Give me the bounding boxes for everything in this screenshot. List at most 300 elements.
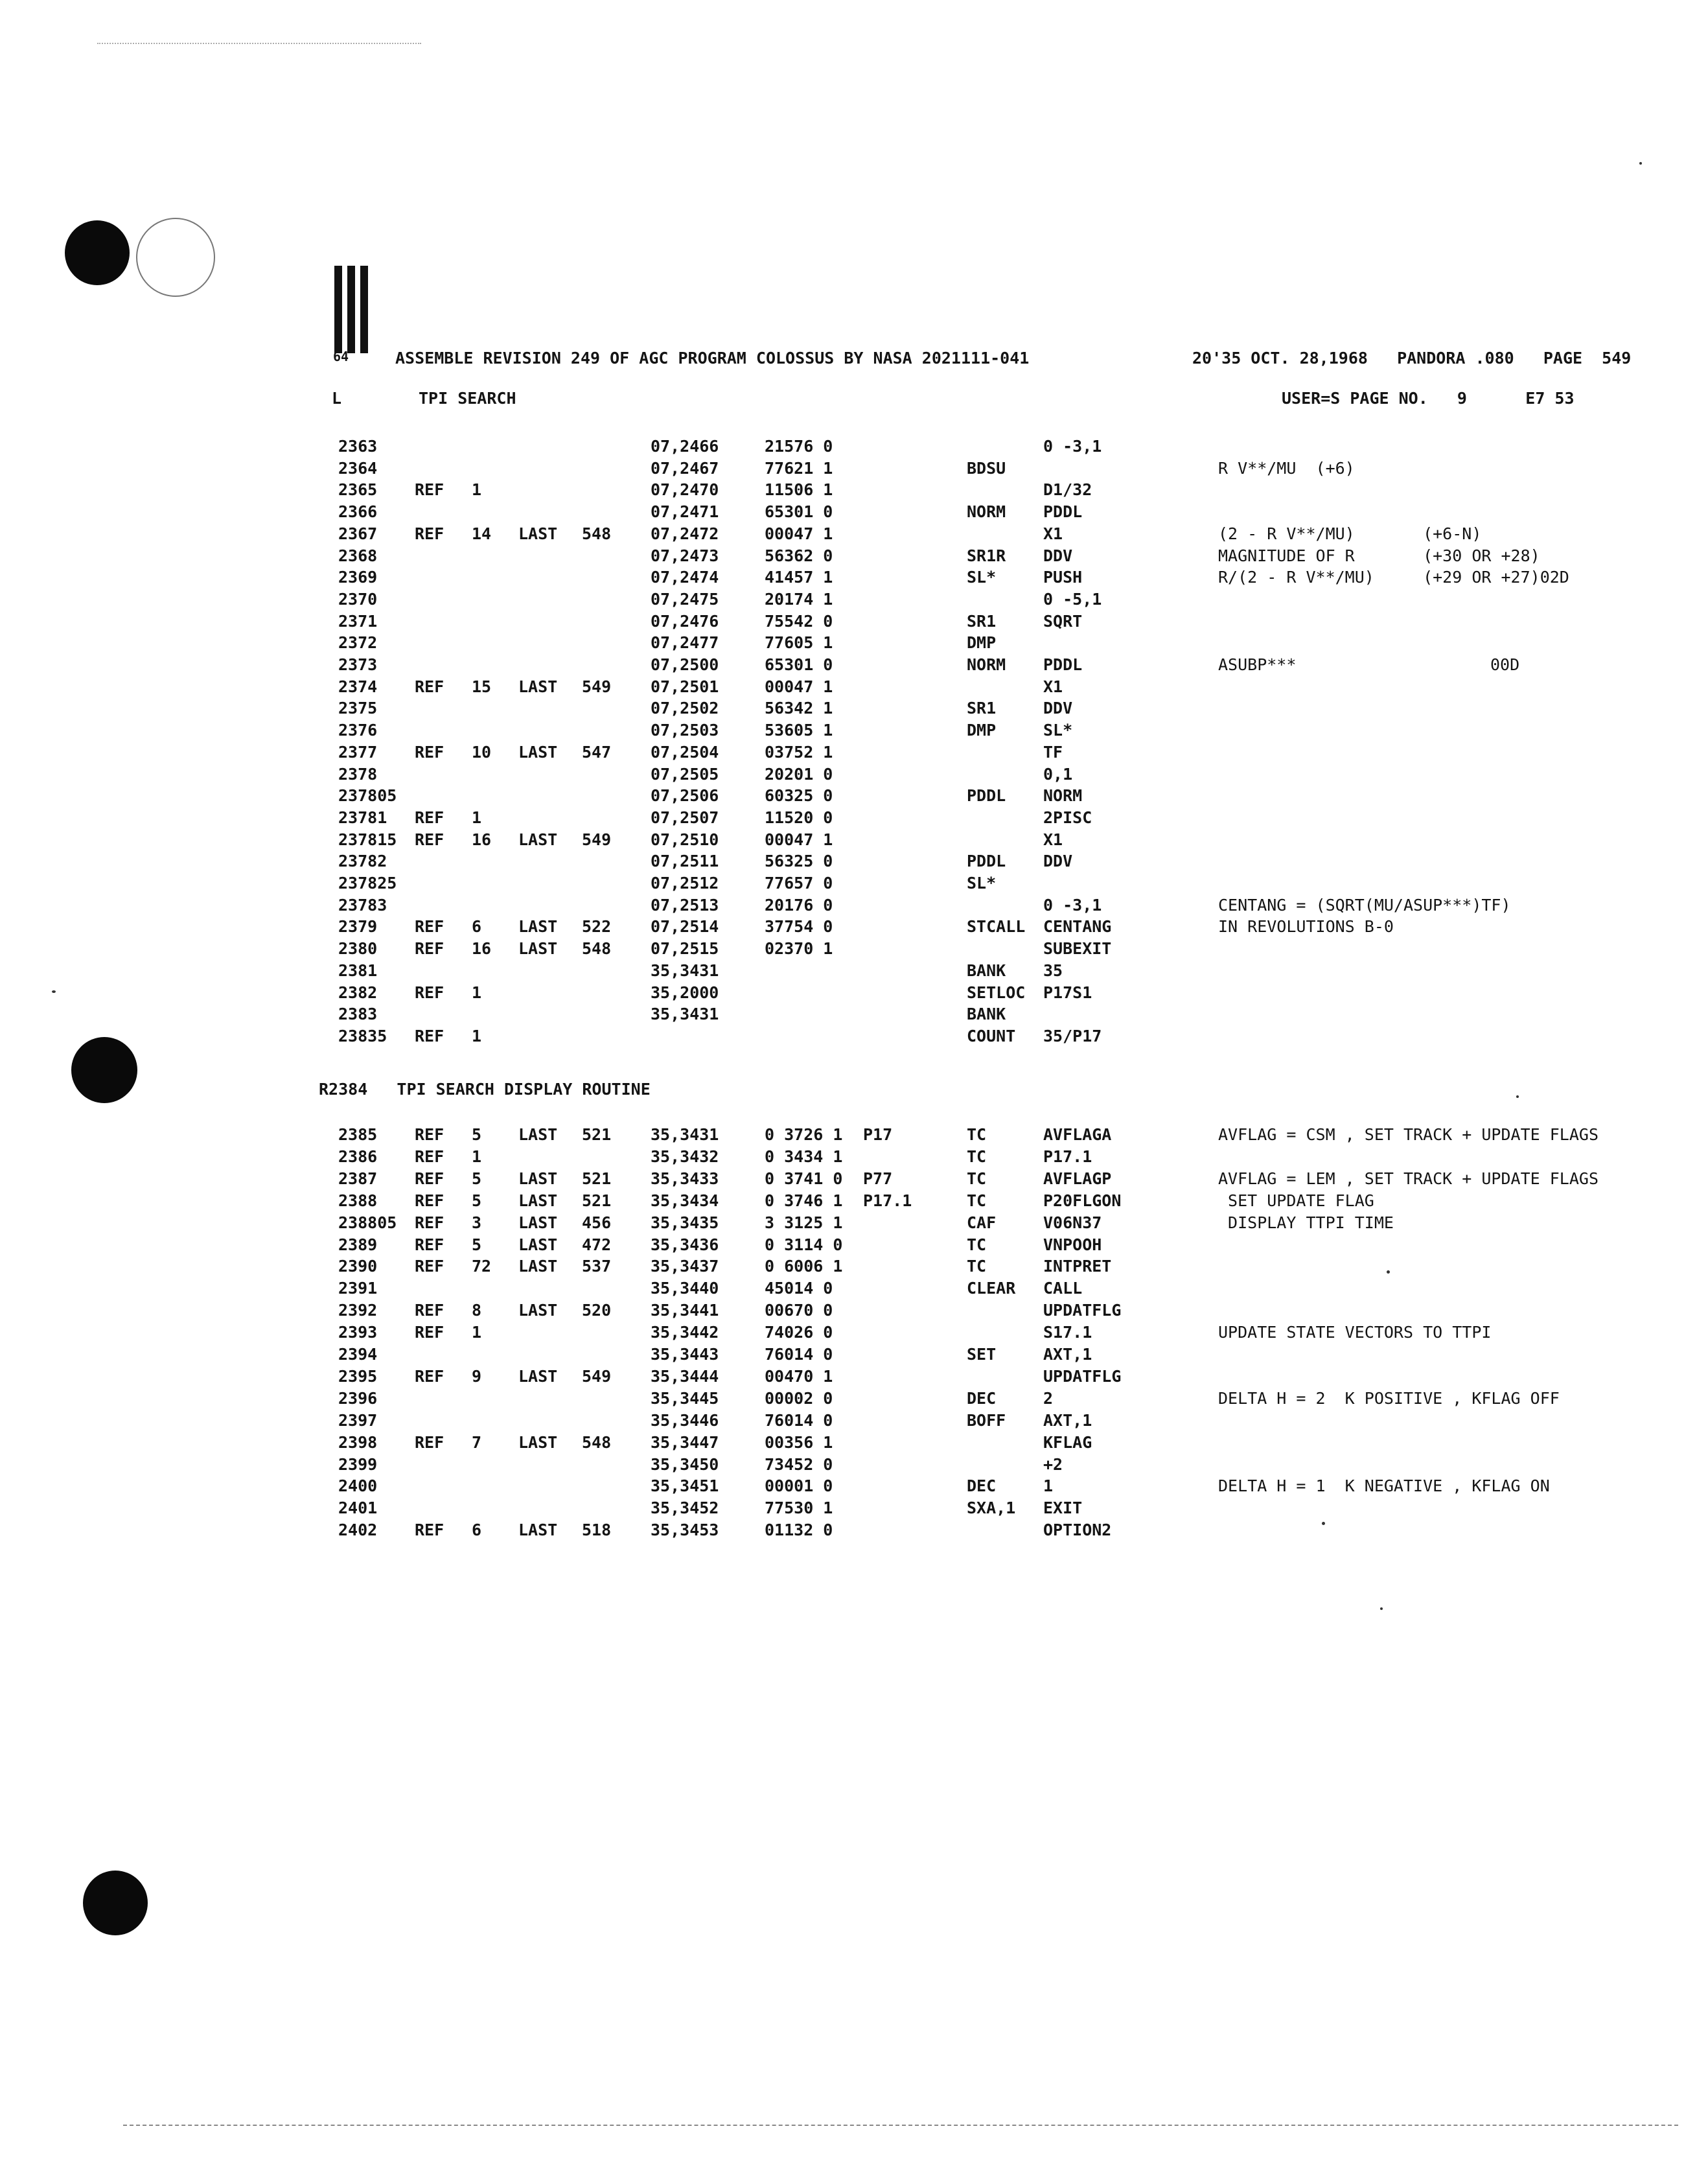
line-extra: P77: [863, 1169, 893, 1188]
line-num: 2382: [338, 983, 378, 1002]
line-word: 0 6006 1: [765, 1257, 843, 1276]
line-operand: 0,1: [1043, 764, 1073, 784]
line-num: 2402: [338, 1521, 378, 1540]
line-num: 23781: [338, 808, 387, 827]
line-num: 23783: [338, 895, 387, 915]
line-addr: 35,3450: [651, 1454, 719, 1474]
line-ref: REF: [415, 677, 444, 696]
line-word: 56325 0: [765, 852, 833, 871]
line-word: 00670 0: [765, 1301, 833, 1320]
listing-line: [0, 1323, 1708, 1344]
line-lnum: 521: [582, 1191, 612, 1210]
line-operand: UPDATFLG: [1043, 1301, 1122, 1320]
line-word: 41457 1: [765, 568, 833, 587]
line-operand: X1: [1043, 524, 1063, 543]
line-last: LAST: [518, 677, 558, 696]
line-operand: SUBEXIT: [1043, 939, 1112, 959]
line-addr: 07,2503: [651, 721, 719, 740]
listing-line: [0, 633, 1708, 655]
line-ref: REF: [415, 939, 444, 959]
line-operand: CALL: [1043, 1279, 1083, 1298]
line-ref: REF: [415, 1521, 444, 1540]
line-ref: REF: [415, 742, 444, 762]
listing-line: [0, 590, 1708, 611]
line-operand: P17S1: [1043, 983, 1092, 1002]
line-addr: 07,2500: [651, 655, 719, 674]
line-addr: 35,3432: [651, 1147, 719, 1166]
line-cnt: 6: [472, 917, 482, 937]
line-word: 03752 1: [765, 742, 833, 762]
line-addr: 35,3431: [651, 961, 719, 980]
line-operand: AXT,1: [1043, 1345, 1092, 1364]
line-cnt: 7: [472, 1432, 482, 1452]
line-op: TC: [967, 1147, 987, 1166]
listing-line: [0, 1301, 1708, 1322]
line-word: 0 3114 0: [765, 1235, 843, 1254]
line-num: 2390: [338, 1257, 378, 1276]
listing-line: [0, 459, 1708, 480]
line-word: 65301 0: [765, 502, 833, 522]
line-operand: X1: [1043, 677, 1063, 696]
line-addr: 07,2471: [651, 502, 719, 522]
line-operand: +2: [1043, 1454, 1063, 1474]
line-num: 2383: [338, 1005, 378, 1024]
line-num: 2370: [338, 589, 378, 609]
line-operand: VNPOOH: [1043, 1235, 1102, 1254]
line-operand: PUSH: [1043, 568, 1083, 587]
line-op: DEC: [967, 1476, 997, 1496]
line-word: 77605 1: [765, 633, 833, 653]
line-operand: INTPRET: [1043, 1257, 1112, 1276]
line-lnum: 549: [582, 1366, 612, 1386]
line-addr: 07,2472: [651, 524, 719, 543]
line-last: LAST: [518, 939, 558, 959]
line-addr: 35,3451: [651, 1476, 719, 1496]
line-word: 20176 0: [765, 895, 833, 915]
line-cnt: 5: [472, 1235, 482, 1254]
listing-line: [0, 568, 1708, 589]
listing-line: [0, 612, 1708, 633]
line-word: 20201 0: [765, 764, 833, 784]
line-comment: AVFLAG = LEM , SET TRACK + UPDATE FLAGS: [1218, 1169, 1598, 1188]
line-comment: DELTA H = 1 K NEGATIVE , KFLAG ON: [1218, 1476, 1550, 1496]
line-num: 2374: [338, 677, 378, 696]
line-last: LAST: [518, 1301, 558, 1320]
line-last: LAST: [518, 524, 558, 543]
line-word: 11520 0: [765, 808, 833, 827]
line-op: STCALL: [967, 917, 1026, 937]
line-ref: REF: [415, 1257, 444, 1276]
line-last: LAST: [518, 1366, 558, 1386]
line-word: 00470 1: [765, 1366, 833, 1386]
line-word: 02370 1: [765, 939, 833, 959]
line-lnum: 518: [582, 1521, 612, 1540]
line-operand: AVFLAGP: [1043, 1169, 1112, 1188]
listing-line: [0, 655, 1708, 677]
line-operand: 0 -3,1: [1043, 895, 1102, 915]
line-word: 76014 0: [765, 1410, 833, 1430]
line-num: 2381: [338, 961, 378, 980]
line-operand: AXT,1: [1043, 1410, 1092, 1430]
line-ref: REF: [415, 1301, 444, 1320]
line-op: DMP: [967, 721, 997, 740]
line-addr: 35,3445: [651, 1388, 719, 1408]
line-lnum: 537: [582, 1257, 612, 1276]
line-num: 237815: [338, 830, 397, 849]
line-word: 00001 0: [765, 1476, 833, 1496]
line-num: 2377: [338, 742, 378, 762]
line-word: 00356 1: [765, 1432, 833, 1452]
line-word: 75542 0: [765, 611, 833, 631]
listing-line: [0, 743, 1708, 764]
listing-line: [0, 786, 1708, 808]
line-lnum: 549: [582, 677, 612, 696]
line-cnt: 1: [472, 983, 482, 1002]
listing-line: [0, 1235, 1708, 1257]
line-word: 77621 1: [765, 458, 833, 478]
line-cnt: 5: [472, 1125, 482, 1144]
line-num: 2396: [338, 1388, 378, 1408]
line-last: LAST: [518, 1169, 558, 1188]
line-num: 2369: [338, 568, 378, 587]
line-comment: DISPLAY TTPI TIME: [1218, 1213, 1394, 1232]
line-addr: 07,2514: [651, 917, 719, 937]
line-word: 37754 0: [765, 917, 833, 937]
listing-line: [0, 961, 1708, 983]
line-comment: SET UPDATE FLAG: [1218, 1191, 1374, 1210]
listing-line: [0, 1367, 1708, 1388]
line-ref: REF: [415, 524, 444, 543]
listing-line: [0, 502, 1708, 524]
line-addr: 35,3433: [651, 1169, 719, 1188]
line-operand: PDDL: [1043, 502, 1083, 522]
line-last: LAST: [518, 1432, 558, 1452]
line-lnum: 549: [582, 830, 612, 849]
line-op: COUNT: [967, 1026, 1016, 1045]
line-operand: V06N37: [1043, 1213, 1102, 1232]
line-addr: 07,2511: [651, 852, 719, 871]
line-num: 2368: [338, 546, 378, 565]
line-word: 74026 0: [765, 1323, 833, 1342]
line-operand: S17.1: [1043, 1323, 1092, 1342]
line-operand: DDV: [1043, 546, 1073, 565]
line-ref: REF: [415, 1191, 444, 1210]
line-ref: REF: [415, 1235, 444, 1254]
line-num: 2366: [338, 502, 378, 522]
line-ref: REF: [415, 1125, 444, 1144]
line-operand: PDDL: [1043, 655, 1083, 674]
line-word: 65301 0: [765, 655, 833, 674]
line-ref: REF: [415, 1147, 444, 1166]
line-num: 2372: [338, 633, 378, 653]
listing-line: [0, 983, 1708, 1005]
line-cnt: 9: [472, 1366, 482, 1386]
listing-line: [0, 1257, 1708, 1278]
line-word: 20174 1: [765, 589, 833, 609]
line-addr: 35,3431: [651, 1125, 719, 1144]
line-num: 2393: [338, 1323, 378, 1342]
line-operand: EXIT: [1043, 1498, 1083, 1518]
line-num: 2380: [338, 939, 378, 959]
line-word: 01132 0: [765, 1521, 833, 1540]
listing-line: [0, 1411, 1708, 1432]
line-num: 237825: [338, 874, 397, 892]
line-cnt: 16: [472, 939, 492, 959]
line-num: 238805: [338, 1213, 397, 1232]
line-last: LAST: [518, 1125, 558, 1144]
header-stamp: 20'35 OCT. 28,1968 PANDORA .080 PAGE 549: [1192, 349, 1632, 367]
line-op: SXA,1: [967, 1498, 1016, 1518]
line-operand: UPDATFLG: [1043, 1366, 1122, 1386]
line-ref: REF: [415, 1323, 444, 1342]
line-last: LAST: [518, 830, 558, 849]
line-op: BDSU: [967, 458, 1006, 478]
listing-line: [0, 1498, 1708, 1520]
listing-line: [0, 1191, 1708, 1213]
listing-line: [0, 830, 1708, 852]
line-operand: NORM: [1043, 786, 1083, 806]
line-op: SET: [967, 1345, 997, 1364]
line-addr: 35,3444: [651, 1366, 719, 1386]
line-addr: 07,2466: [651, 437, 719, 456]
line-last: LAST: [518, 1235, 558, 1254]
line-word: 00002 0: [765, 1388, 833, 1408]
line-operand: OPTION2: [1043, 1521, 1112, 1540]
line-operand: SL*: [1043, 721, 1073, 740]
line-num: 2385: [338, 1125, 378, 1144]
line-comment: ASUBP***: [1218, 655, 1297, 674]
subheader-left: L: [332, 389, 342, 408]
line-word: 0 3726 1: [765, 1125, 843, 1144]
line-last: LAST: [518, 1257, 558, 1276]
line-operand: KFLAG: [1043, 1432, 1092, 1452]
listing-line: [0, 852, 1708, 873]
line-addr: 35,3440: [651, 1279, 719, 1298]
line-last: LAST: [518, 742, 558, 762]
line-num: 2387: [338, 1169, 378, 1188]
listing-line: [0, 1389, 1708, 1410]
line-word: 00047 1: [765, 830, 833, 849]
line-word: 00047 1: [765, 677, 833, 696]
line-op: SL*: [967, 874, 997, 892]
listing-line: [0, 1345, 1708, 1366]
line-lnum: 548: [582, 939, 612, 959]
line-num: 2394: [338, 1345, 378, 1364]
line-op: SL*: [967, 568, 997, 587]
line-num: 2399: [338, 1454, 378, 1474]
line-num: 2364: [338, 458, 378, 478]
line-operand: D1/32: [1043, 480, 1092, 500]
line-lnum: 521: [582, 1125, 612, 1144]
line-word: 77657 0: [765, 874, 833, 892]
line-operand: 35: [1043, 961, 1063, 980]
listing-line: [0, 1279, 1708, 1300]
line-cnt: 3: [472, 1213, 482, 1232]
line-num: 2400: [338, 1476, 378, 1496]
line-addr: 35,3443: [651, 1345, 719, 1364]
line-num: 2363: [338, 437, 378, 456]
listing-line: [0, 765, 1708, 786]
line-operand: X1: [1043, 830, 1063, 849]
line-num: 237805: [338, 786, 397, 806]
line-op: CAF: [967, 1213, 997, 1232]
line-addr: 07,2505: [651, 764, 719, 784]
line-ref: REF: [415, 830, 444, 849]
header-mark: 64: [333, 349, 349, 364]
line-cnt: 1: [472, 480, 482, 500]
line-comment: MAGNITUDE OF R (+30 OR +28): [1218, 546, 1540, 565]
line-op: SR1R: [967, 546, 1006, 565]
line-ref: REF: [415, 1169, 444, 1188]
line-operand: P20FLGON: [1043, 1191, 1122, 1210]
listing-line: [0, 1005, 1708, 1026]
line-op: TC: [967, 1191, 987, 1210]
listing-line: [0, 699, 1708, 720]
line-cnt: 5: [472, 1169, 482, 1188]
line-addr: 07,2510: [651, 830, 719, 849]
line-addr: 07,2470: [651, 480, 719, 500]
listing-line: [0, 480, 1708, 502]
line-op: PDDL: [967, 786, 1006, 806]
line-num: 2401: [338, 1498, 378, 1518]
line-num: 2378: [338, 764, 378, 784]
line-word: 77530 1: [765, 1498, 833, 1518]
line-num: 23835: [338, 1026, 387, 1045]
line-num: 23782: [338, 852, 387, 871]
line-ref: REF: [415, 983, 444, 1002]
line-comment: DELTA H = 2 K POSITIVE , KFLAG OFF: [1218, 1388, 1560, 1408]
listing-line: [0, 896, 1708, 917]
line-addr: 35,3436: [651, 1235, 719, 1254]
line-operand: DDV: [1043, 699, 1073, 718]
line-word: 0 3741 0: [765, 1169, 843, 1188]
line-op: PDDL: [967, 852, 1006, 871]
line-operand: SQRT: [1043, 611, 1083, 631]
line-operand: CENTANG: [1043, 917, 1112, 937]
line-last: LAST: [518, 1191, 558, 1210]
line-ref: REF: [415, 480, 444, 500]
line-last: LAST: [518, 917, 558, 937]
line-op: NORM: [967, 502, 1006, 522]
line-comment: IN REVOLUTIONS B-0: [1218, 917, 1394, 937]
line-word: 0 3434 1: [765, 1147, 843, 1166]
speck: [52, 990, 56, 993]
subheader-right: USER=S PAGE NO. 9 E7 53: [1282, 389, 1575, 408]
line-num: 2375: [338, 699, 378, 718]
line-num: 2392: [338, 1301, 378, 1320]
line-comment: UPDATE STATE VECTORS TO TTPI: [1218, 1323, 1492, 1342]
line-word: 76014 0: [765, 1345, 833, 1364]
listing-line: [0, 1027, 1708, 1048]
listing-line: [0, 721, 1708, 742]
line-addr: 07,2513: [651, 895, 719, 915]
listing-line: [0, 1213, 1708, 1235]
line-operand: 35/P17: [1043, 1026, 1102, 1045]
line-op: SR1: [967, 699, 997, 718]
line-word: 56342 1: [765, 699, 833, 718]
line-operand: TF: [1043, 742, 1063, 762]
line-comment: CENTANG = (SQRT(MU/ASUP***)TF): [1218, 895, 1511, 915]
line-addr: 07,2475: [651, 589, 719, 609]
line-addr: 35,3435: [651, 1213, 719, 1232]
listing-line: [0, 1476, 1708, 1498]
line-operand: P17.1: [1043, 1147, 1092, 1166]
section-title-display-routine: R2384 TPI SEARCH DISPLAY ROUTINE: [319, 1080, 651, 1099]
line-cnt: 10: [472, 742, 492, 762]
line-addr: 35,3446: [651, 1410, 719, 1430]
line-lnum: 520: [582, 1301, 612, 1320]
line-cnt: 1: [472, 1026, 482, 1045]
line-op: NORM: [967, 655, 1006, 674]
line-num: 2388: [338, 1191, 378, 1210]
line-addr: 35,3453: [651, 1521, 719, 1540]
listing-line: [0, 524, 1708, 546]
listing-line: [0, 917, 1708, 939]
line-num: 2373: [338, 655, 378, 674]
line-num: 2367: [338, 524, 378, 543]
line-word: 0 3746 1: [765, 1191, 843, 1210]
subheader-name: TPI SEARCH: [419, 389, 516, 408]
line-op: CLEAR: [967, 1279, 1016, 1298]
line-num: 2379: [338, 917, 378, 937]
line-op: TC: [967, 1257, 987, 1276]
line-lnum: 548: [582, 524, 612, 543]
line-addr: 07,2506: [651, 786, 719, 806]
listing-line: [0, 1169, 1708, 1191]
line-num: 2391: [338, 1279, 378, 1298]
line-comment: (2 - R V**/MU) (+6-N): [1218, 524, 1482, 543]
line-cnt: 1: [472, 808, 482, 827]
line-num: 2395: [338, 1366, 378, 1386]
line-word: 21576 0: [765, 437, 833, 456]
speck: [1387, 1270, 1390, 1274]
line-op: TC: [967, 1125, 987, 1144]
line-addr: 07,2477: [651, 633, 719, 653]
line-addr: 35,3447: [651, 1432, 719, 1452]
line-addr: 35,2000: [651, 983, 719, 1002]
line-num: 2376: [338, 721, 378, 740]
line-op: BANK: [967, 961, 1006, 980]
speck: [1516, 1095, 1519, 1098]
line-ref: REF: [415, 1432, 444, 1452]
line-num: 2398: [338, 1432, 378, 1452]
line-cnt: 16: [472, 830, 492, 849]
line-word: 45014 0: [765, 1279, 833, 1298]
listing-line: [0, 1147, 1708, 1169]
line-word: 60325 0: [765, 786, 833, 806]
line-operand: 0 -3,1: [1043, 437, 1102, 456]
line-operand: DDV: [1043, 852, 1073, 871]
listing-line: [0, 874, 1708, 895]
line-op: SETLOC: [967, 983, 1026, 1002]
listing-line: [0, 1521, 1708, 1542]
line-addr: 07,2476: [651, 611, 719, 631]
line-last: LAST: [518, 1521, 558, 1540]
listing-line: [0, 546, 1708, 568]
listing-line: [0, 1455, 1708, 1476]
line-num: 2397: [338, 1410, 378, 1430]
line-num: 2371: [338, 611, 378, 631]
line-cnt: 15: [472, 677, 492, 696]
line-ref: REF: [415, 917, 444, 937]
bottom-edge-rule: [123, 2125, 1678, 2127]
line-cnt: 5: [472, 1191, 482, 1210]
line-op: BANK: [967, 1005, 1006, 1024]
line-extra: P17: [863, 1125, 893, 1144]
line-operand: 2PISC: [1043, 808, 1092, 827]
line-addr: 07,2512: [651, 874, 719, 892]
speck: [1322, 1522, 1325, 1525]
